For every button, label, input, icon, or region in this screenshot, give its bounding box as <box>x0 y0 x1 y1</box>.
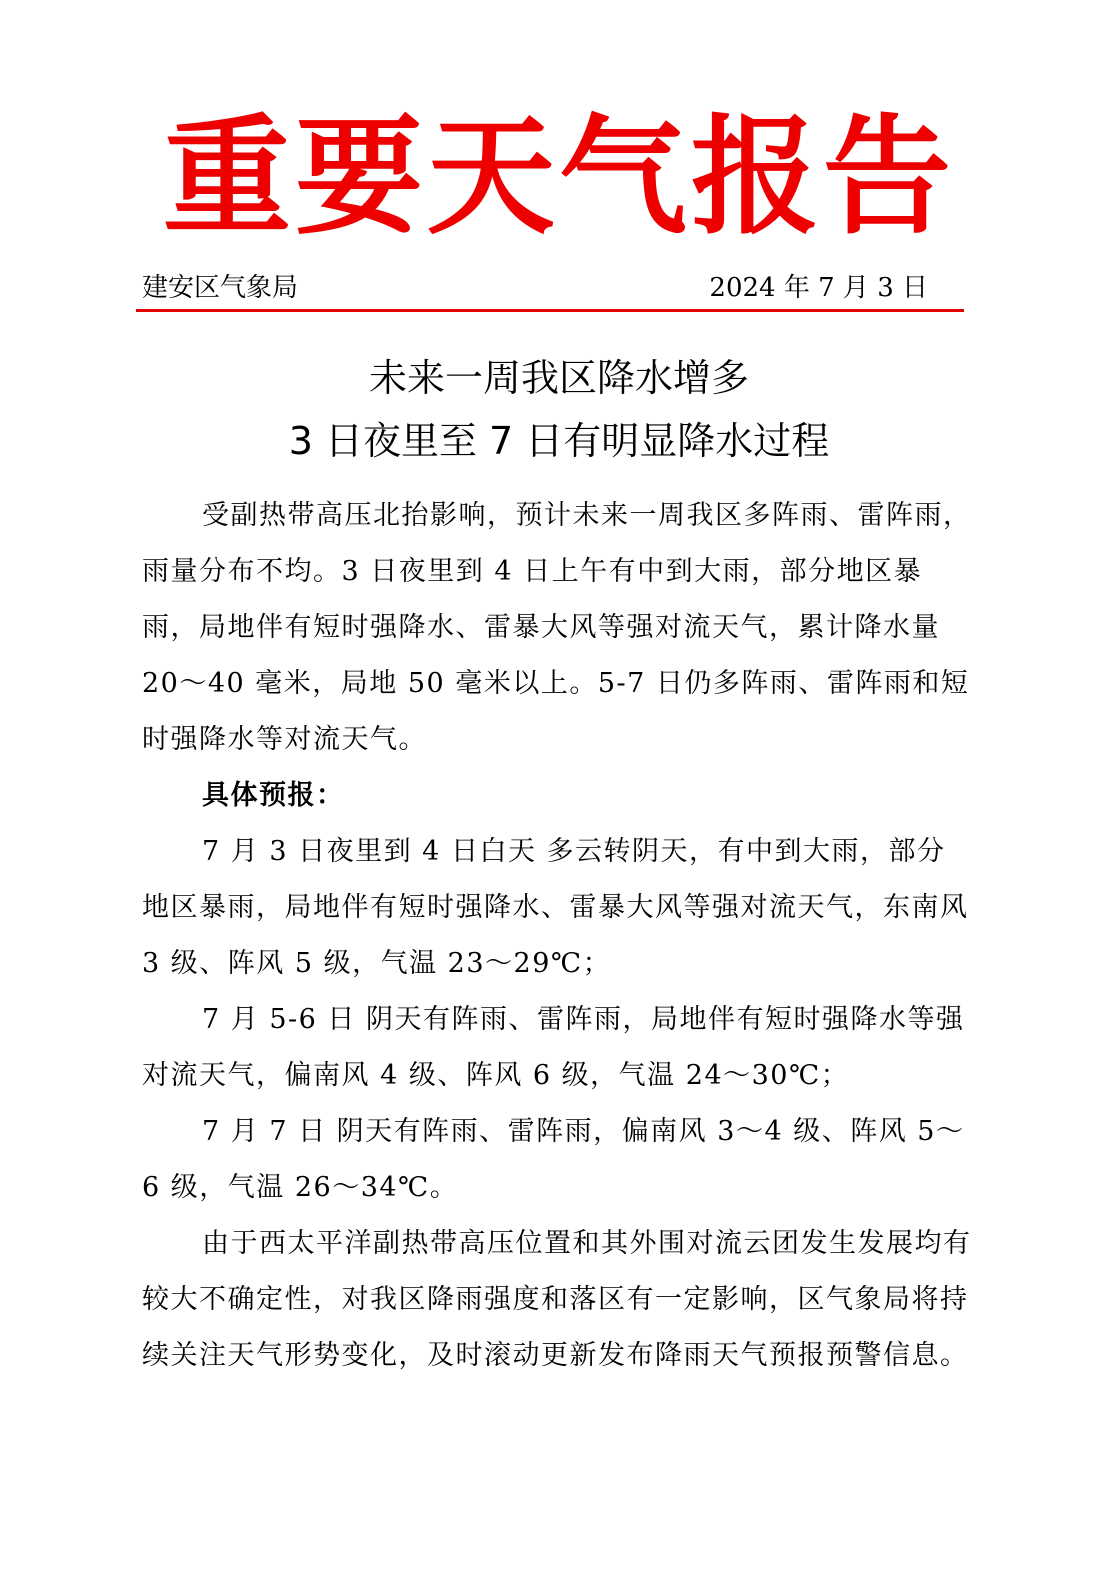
header-divider <box>136 309 964 312</box>
forecast-paragraph-jul-7: 7 月 7 日 阴天有阵雨、雷阵雨，偏南风 3～4 级、阵风 5～6 级，气温 26～34℃。 <box>142 1116 965 1203</box>
issuer-name: 建安区气象局 <box>142 273 299 303</box>
headline-line-1: 未来一周我区降水增多 <box>368 356 749 400</box>
intro-paragraph: 受副热带高压北抬影响，预计未来一周我区多阵雨、雷阵雨，雨量分布不均。3 日夜里到 4 日上午有中到大雨，部分地区暴雨，局地伴有短时强降水、雷暴大风等强对流天气，累计降水量 20～40 毫米，局地 50 毫米以上。5-7 日仍多阵雨、雷阵雨和短时强降水等对流天气。 <box>142 500 972 755</box>
forecast-paragraph-jul-5-6: 7 月 5-6 日 阴天有阵雨、雷阵雨，局地伴有短时强降水等强对流天气，偏南风 4 级、阵风 6 级，气温 24～30℃； <box>142 1004 965 1091</box>
forecast-paragraph-jul-3-4: 7 月 3 日夜里到 4 日白天 多云转阴天，有中到大雨，部分地区暴雨，局地伴有短时强降水、雷暴大风等强对流天气，东南风 3 级、阵风 5 级，气温 23～29℃； <box>142 836 969 979</box>
issue-date: 2024 年 7 月 3 日 <box>709 273 928 303</box>
report-body <box>142 488 972 1384</box>
forecast-heading: 具体预报： <box>202 780 345 811</box>
headline-line-2: 3 日夜里至 7 日有明显降水过程 <box>288 419 830 463</box>
report-banner-title: 重要天气报告 <box>162 103 955 252</box>
closing-paragraph: 由于西太平洋副热带高压位置和其外围对流云团发生发展均有较大不确定性，对我区降雨强度和落区有一定影响，区气象局将持续关注天气形势变化，及时滚动更新发布降雨天气预报预警信息。 <box>142 1228 972 1371</box>
